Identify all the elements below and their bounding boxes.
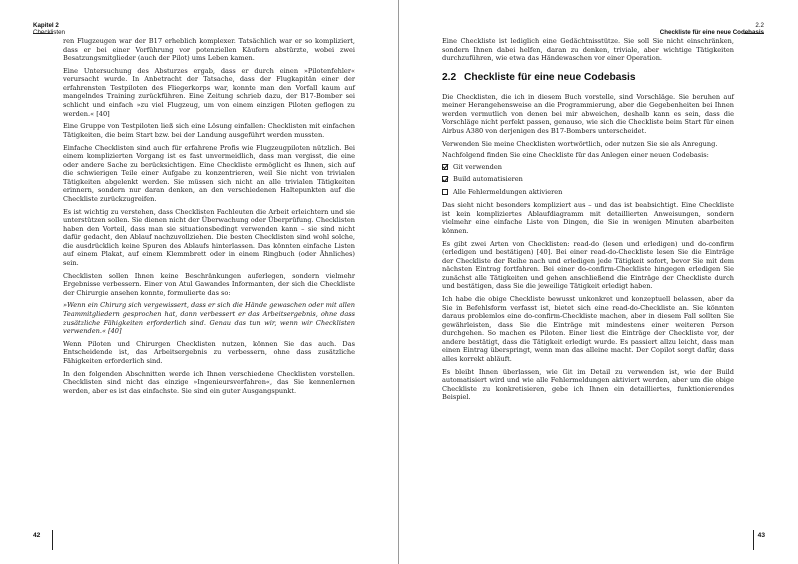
paragraph: In den folgenden Abschnitten werde ich Ihnen verschiedene Checklisten vorstellen. Checklisten sind nicht das einzige »Ingenieursverfahren«, das Sie kennenlernen werden, aber es ist das einfachste. Sie sind ein guter Ausgangspunkt. bbox=[63, 369, 355, 395]
paragraph: Einfache Checklisten sind auch für erfahrene Profis wie Flugzeugpiloten nützlich. Bei einem komplizierten Vorgang ist es fast unvermeidlich, dass man vergisst, die eine oder andere Sache zu berücksichtigen. Eine Checkliste ermöglicht es Ihnen, sich auf die schwierigen Teile einer Aufgabe zu konzentrieren, weil Sie nicht von trivialen Tätigkeiten abgelenkt werden. Sie müssen sich nicht an alle trivialen Tätigkeiten erinnern, sondern nur daran denken, an den verschiedenen Haltepunkten auf die Checkliste zurückzugreifen. bbox=[63, 143, 355, 203]
paragraph: Eine Checkliste ist lediglich eine Gedächtnisstütze. Sie soll Sie nicht einschränken, sondern Ihnen dabei helfen, daran zu denken, triviale, aber wichtige Tätigkeiten durchzuführen, wie etwa das Händewaschen vor einer Operation. bbox=[442, 37, 734, 63]
paragraph: Verwenden Sie meine Checklisten wortwörtlich, oder nutzen Sie sie als Anregung. bbox=[442, 139, 718, 148]
paragraph: Ich habe die obige Checkliste bewusst unkonkret und konzeptuell belassen, aber da Sie in Befehlsform verfasst ist, bietet sich eine read-do-Checkliste an. Sie könnten daraus problemlos eine do-confirm-Checkliste machen, aber in diesem Fall sollten Sie gewährleisten, dass Sie die Einträge mit mindestens einer weiteren Person durchgehen. So machen es Piloten. Einer liest die Einträge der Checkliste vor, der andere bestätigt, dass die Tätigkeit erledigt wurde. Es passiert allzu leicht, dass man einen Eintrag überspringt, wenn man das alleine macht. Der Copilot sorgt dafür, dass alles korrekt abläuft. bbox=[442, 295, 734, 363]
paragraph: Es gibt zwei Arten von Checklisten: read-do (lesen und erledigen) und do-confirm (erledigen und bestätigen) [40]. Bei einer read-do-Checkliste lesen Sie die Einträge der Checkliste der Reihe nach und erledigen jede Tätigkeit sofort, bevor Sie mit dem nächsten Eintrag fortfahren. Bei einer do-confirm-Checkliste hingegen erledigen Sie zunächst alle Tätigkeiten und gehen anschließend die Einträge der Checkliste durch und bestätigen, dass Sie die jeweilige Tätigkeit erledigt haben. bbox=[442, 239, 734, 291]
left-body-text bbox=[63, 37, 355, 399]
right-footer-rule bbox=[753, 530, 754, 550]
section-number-label: 2.2 bbox=[755, 22, 764, 29]
left-header-rule bbox=[33, 33, 53, 34]
section-title-label: Checkliste für eine neue Codebasis bbox=[659, 29, 764, 37]
empty-checkbox-icon bbox=[442, 189, 448, 195]
quotation: »Wenn ein Chirurg sich vergewissert, dass er sich die Hände gewaschen oder mit allen Teammitgliedern gesprochen hat, dann verbessert er das Arbeitsergebnis, ohne dass zusätzliche Fähigkeiten erforderlich sind. Genau das tun wir, wenn wir Checklisten verwenden.« [40] bbox=[63, 301, 355, 336]
chapter-label: Kapitel 2 bbox=[33, 22, 59, 29]
right-header-rule bbox=[744, 33, 764, 34]
paragraph: Wenn Piloten und Chirurgen Checklisten nutzen, können Sie das auch. Das Entscheidende ist, das Arbeitsergebnis zu verbessern, ohne dass zusätzliche Fähigkeiten erforderlich sind. bbox=[63, 339, 355, 365]
paragraph: Eine Untersuchung des Absturzes ergab, dass er durch einen »Pilotenfehler« verursacht wurde. In Anbetracht der Tatsache, dass der Flugkapitän einer der erfahrensten Testpiloten des Fliegerkorps war, konnte man den Vorfall kaum auf mangelndes Training zurückführen. Eine Zeitung schrieb dazu, der B17-Bomber sei schlicht und einfach »zu viel Flugzeug, um von einem einzigen Piloten geflogen zu werden.« [40] bbox=[63, 66, 355, 118]
right-page-number: 43 bbox=[757, 532, 765, 539]
left-page-number: 42 bbox=[33, 532, 41, 539]
paragraph: Es bleibt Ihnen überlassen, wie Git im Detail zu verwenden ist, wie der Build automatisiert wird und wie alle Fehlermeldungen aktiviert werden, aber um die obige Checkliste zu konkretisieren, gebe ich Ihnen ein detailliertes, funktionierendes Beispiel. bbox=[442, 367, 734, 402]
paragraph: Das sieht nicht besonders kompliziert aus – und das ist beabsichtigt. Eine Checkliste ist kein kompliziertes Ablaufdiagramm mit detaillierten Anweisungen, sondern vielmehr eine einfache Liste von Dingen, die Sie in wenigen Minuten abarbeiten können. bbox=[442, 201, 734, 235]
paragraph: Nachfolgend finden Sie eine Checkliste für das Anlegen einer neuen Codebasis: bbox=[442, 151, 709, 160]
section-heading-title: Checkliste für eine neue Codebasis bbox=[464, 71, 636, 83]
checklist-item bbox=[442, 163, 734, 172]
checklist-item bbox=[442, 188, 734, 197]
checklist-item-label: Alle Fehlermeldungen aktivieren bbox=[453, 187, 563, 196]
section-heading-number: 2.2 bbox=[442, 71, 457, 83]
section-heading bbox=[442, 72, 734, 84]
paragraph: Es ist wichtig zu verstehen, dass Checklisten Fachleuten die Arbeit erleichtern und sie unterstützen sollen. Sie dienen nicht der Überwachung oder Überprüfung. Checklisten haben den Vorteil, dass man sie situationsbedingt verwenden kann – sie sind nicht dafür gedacht, den Ablauf nachzuvollziehen. Die besten Checklisten sind wohl solche, die ausdrücklich keine Spuren des Ablaufs hinterlassen. Das könnten einfache Listen auf einem Plakat, auf einem Klemmbrett oder in einem Ringbuch (oder Ähnliches) sein. bbox=[63, 207, 355, 267]
paragraph: Checklisten sollen Ihnen keine Beschränkungen auferlegen, sondern vielmehr Ergebnisse verbessern. Einer von Atul Gawandes Informanten, der sich die Checkliste der Chirurgie ansehen konnte, formulierte das so: bbox=[63, 271, 355, 297]
paragraph: Eine Gruppe von Testpiloten ließ sich eine Lösung einfallen: Checklisten mit einfachen Tätigkeiten, die beim Start bzw. bei der Landung ausgeführt werden mussten. bbox=[63, 122, 355, 139]
right-body-text bbox=[442, 37, 734, 406]
chapter-title: Checklisten bbox=[33, 29, 65, 37]
checklist-item bbox=[442, 175, 734, 184]
paragraph: ren Flugzeugen war der B17 erheblich komplexer. Tatsächlich war er so kompliziert, dass er bei einer Vorführung vor potenziellen Käufern abstürzte, wobei zwei Besatzungsmitglieder (auch der Pilot) ums Leben kamen. bbox=[63, 37, 355, 63]
checklist-item-label: Build automatisieren bbox=[453, 175, 523, 184]
right-running-header bbox=[660, 22, 764, 36]
right-page bbox=[399, 0, 798, 564]
checked-checkbox-icon bbox=[442, 176, 448, 182]
checked-checkbox-icon bbox=[442, 164, 448, 170]
paragraph: Die Checklisten, die ich in diesem Buch vorstelle, sind Vorschläge. Sie beruhen auf meiner Herangehensweise an die Programmierung, aber die Gegebenheiten bei Ihnen werden vermutlich von denen bei mir abweichen, deshalb kann es sein, dass die Vorschläge nicht perfekt passen, genauso, wie sich die Checkliste beim Start für einen Airbus A380 von derjenigen des B17-Bombers unterscheidet. bbox=[442, 92, 734, 135]
left-footer-rule bbox=[52, 530, 53, 550]
checklist-item-label: Git verwenden bbox=[453, 162, 502, 171]
left-running-header bbox=[33, 22, 65, 36]
